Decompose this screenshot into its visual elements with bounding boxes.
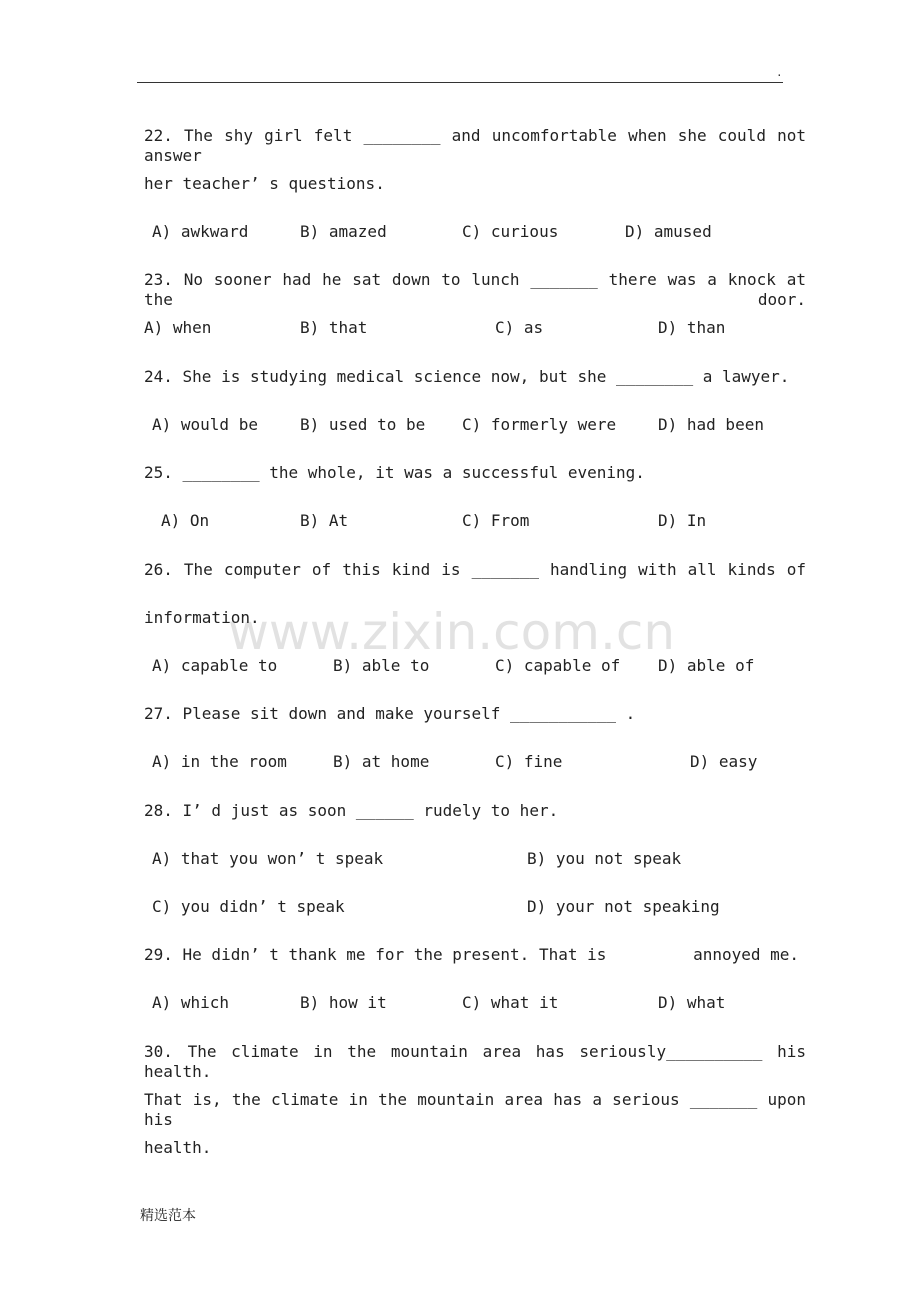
header-rule [137,82,783,83]
option-d: D) easy [690,752,758,771]
option-a: A) that you won’ t speak [152,849,384,868]
option-b: B) that [300,318,368,337]
option-a: A) On [161,511,210,530]
question-22-text-cont: her teacher’ s questions. [144,174,385,193]
question-28-text: 28. I’ d just as soon ______ rudely to her. [144,801,559,820]
option-b: B) used to be [300,415,426,434]
option-c: C) what it [462,993,559,1012]
option-a: A) awkward [152,222,249,241]
question-22-text: 22. The shy girl felt ________ and uncomfortable when she could not answer [144,126,806,165]
question-29-text: 29. He didn’ t thank me for the present. That is annoyed me. [144,945,800,964]
question-30-text: 30. The climate in the mountain area has seriously__________ his health. [144,1042,806,1081]
option-d: D) able of [658,656,755,675]
option-a: A) when [144,318,212,337]
footer-label: 精选范本 [140,1208,196,1224]
option-a: A) would be [152,415,258,434]
option-d: D) had been [658,415,764,434]
question-30-text-end: health. [144,1138,212,1157]
option-b: B) you not speak [527,849,682,868]
option-b: B) how it [300,993,387,1012]
question-30-text-cont: That is, the climate in the mountain area has a serious _______ upon his [144,1090,806,1129]
option-b: B) At [300,511,349,530]
option-b: B) amazed [300,222,387,241]
option-c: C) fine [495,752,563,771]
option-c: C) curious [462,222,559,241]
watermark: www.zixin.com.cn [228,603,676,661]
question-26-text: 26. The computer of this kind is _______ handling with all kinds of [144,560,806,579]
option-d: D) what [658,993,726,1012]
question-26-text-cont: information. [144,608,260,627]
option-c: C) as [495,318,544,337]
question-27-text: 27. Please sit down and make yourself ___________ . [144,704,636,723]
option-b: B) able to [333,656,430,675]
option-c: C) you didn’ t speak [152,897,345,916]
option-c: C) formerly were [462,415,617,434]
option-a: A) capable to [152,656,278,675]
option-a: A) in the room [152,752,287,771]
option-b: B) at home [333,752,430,771]
option-c: C) From [462,511,530,530]
option-d: D) amused [625,222,712,241]
question-24-text: 24. She is studying medical science now, but she ________ a lawyer. [144,367,790,386]
option-d: D) In [658,511,707,530]
option-c: C) capable of [495,656,621,675]
option-d: D) your not speaking [527,897,720,916]
question-23-text: 23. No sooner had he sat down to lunch _______ there was a knock at the door. [144,270,806,309]
question-25-text: 25. ________ the whole, it was a successful evening. [144,463,645,482]
header-dot: . [776,66,783,79]
option-a: A) which [152,993,230,1012]
option-d: D) than [658,318,726,337]
